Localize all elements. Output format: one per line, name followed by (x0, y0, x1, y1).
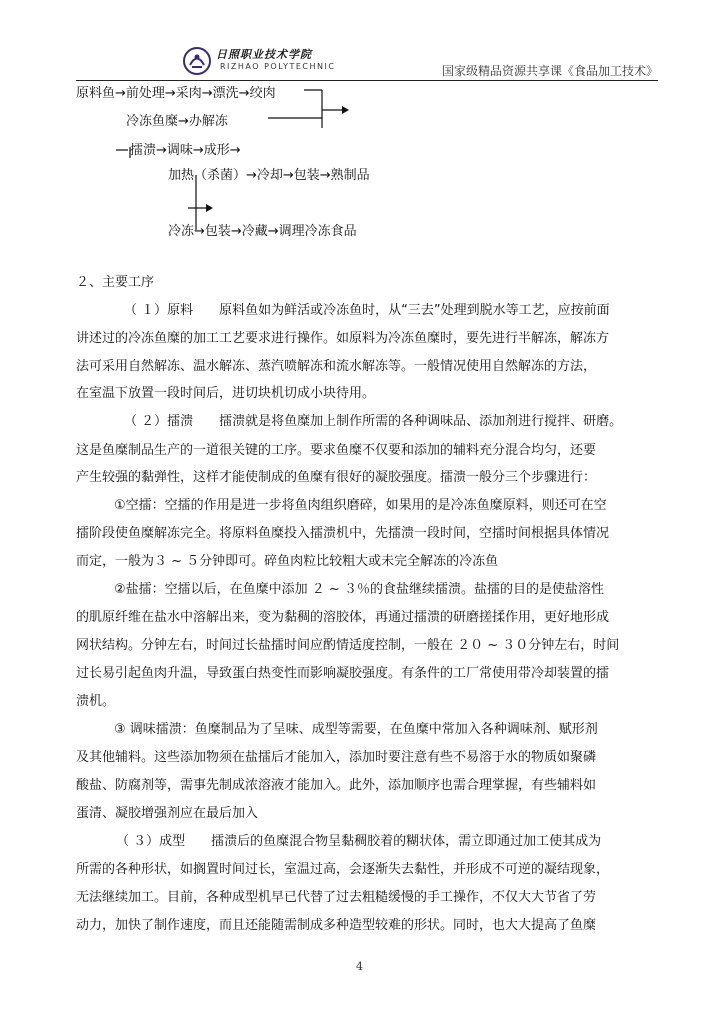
paragraph-line: 讲述过的冷冻鱼糜的加工工艺要求进行操作。如原料为冷冻鱼糜时，要先进行半解冻，解冻方 (76, 331, 610, 346)
flow-step-frozen-surimi: 冷冻鱼糜→办解冻 (126, 114, 228, 129)
page-number: 4 (356, 960, 363, 973)
paragraph-line: 过长易引起鱼肉升温，导致蛋白热变性而影响凝胶强度。有条件的工厂常使用带冷却装置的擂 (76, 666, 610, 681)
paragraph-line: 无法继续加工。目前，各种成型机早已代替了过去粗糙缓慢的手工操作，不仅大大节省了劳 (76, 890, 597, 905)
paragraph-line: 蛋清、凝胶增强剂应在最后加入 (76, 806, 259, 821)
flow-step-freezing: 冷冻→包装→冷藏→调理冷冻食品 (168, 224, 357, 239)
course-title: 国家级精品资源共享课《食品加工技术》 (441, 64, 658, 78)
paragraph-line: 所需的各种形状，如搁置时间过长，室温过高，会逐渐失去黏性，并形成不可逆的凝结现象， (76, 862, 610, 877)
paragraph-line: 而定，一般为３ ~ ５分钟即可。碎鱼肉粒比较粗大或未完全解冻的冷冻鱼 (76, 554, 499, 569)
paragraph-line: 法可采用自然解冻、温水解冻、蒸汽喷解冻和流水解冻等。一般情况使用自然解冻的方法， (76, 359, 597, 374)
paragraph-line: 产生较强的黏弹性，这样才能使制成的鱼糜有很好的凝胶强度。擂溃一般分三个步骤进行： (76, 470, 597, 485)
paragraph-line: （ ３）成型 擂溃后的鱼糜混合物呈黏稠胶着的糊状体，需立即通过加工使其成为 (116, 834, 602, 849)
paragraph-line: 擂阶段使鱼糜解冻完全。将原料鱼糜投入擂溃机中，先擂溃一段时间，空擂时间根据具体情况 (76, 526, 610, 541)
paragraph-line: 及其他辅料。这些添加物须在盐擂后才能加入，添加时要注意有些不易溶于水的物质如聚磷 (76, 750, 597, 765)
flow-step-raw-fish: 原料鱼→前处理→采肉→漂洗→绞肉 (76, 86, 276, 101)
paragraph-line: ①空擂：空擂的作用是进一步将鱼肉组织磨碎，如果用的是冷冻鱼糜原料，则还可在空 (114, 498, 607, 513)
paragraph-line: 溃机。 (76, 694, 116, 709)
flow-step-grinding: 擂溃→调味→成形→ (130, 143, 241, 158)
flow-connector-lines (0, 0, 724, 260)
paragraph-line: 这是鱼糜制品生产的一道很关键的工序。要求鱼糜不仅要和添加的辅料充分混合均匀，还要 (76, 443, 597, 458)
school-name-cn: 日照职业技术学院 (216, 48, 312, 61)
paragraph-line: ③ 调味擂溃：鱼糜制品为了呈味、成型等需要，在鱼糜中常加入各种调味剂、赋形剂 (114, 722, 598, 737)
paragraph-line: 在室温下放置一段时间后，进切块机切成小块待用。 (76, 386, 376, 401)
paragraph-line: ②盐擂：空擂以后，在鱼糜中添加 ２ ~ ３％的食盐继续擂溃。盐擂的目的是使盐溶性 (114, 582, 604, 597)
paragraph-line: （ １）原料 原料鱼如为鲜活或冷冻鱼时，从“三去”处理到脱水等工艺，应按前面 (124, 303, 610, 318)
process-flow-diagram (0, 0, 724, 260)
paragraph-line: （ ２）擂溃 擂溃就是将鱼糜加上制作所需的各种调味品、添加剂进行搅拌、研磨。 (124, 414, 623, 429)
paragraph-line: 网状结构。分钟左右，时间过长盐擂时间应酌情适度控制，一般在 ２０ ~ ３０分钟左右，时间 (76, 638, 620, 653)
section-heading: ２、主要工序 (76, 275, 155, 290)
paragraph-line: 动力，加快了制作速度，而且还能随需制成多种造型较难的形状。同时，也大大提高了鱼糜 (76, 918, 597, 933)
paragraph-line: 的肌原纤维在盐水中溶解出来，变为黏稠的溶胶体，再通过擂溃的研磨搓揉作用，更好地形成 (76, 610, 610, 625)
flow-step-heating: 加热（杀菌）→冷却→包装→熟制品 (168, 168, 370, 183)
paragraph-line: 酸盐、防腐剂等，需事先制成浓溶液才能加入。此外，添加顺序也需合理掌握，有些辅料如 (76, 778, 597, 793)
school-name-en: RIZHAO POLYTECHNIC (220, 62, 336, 71)
